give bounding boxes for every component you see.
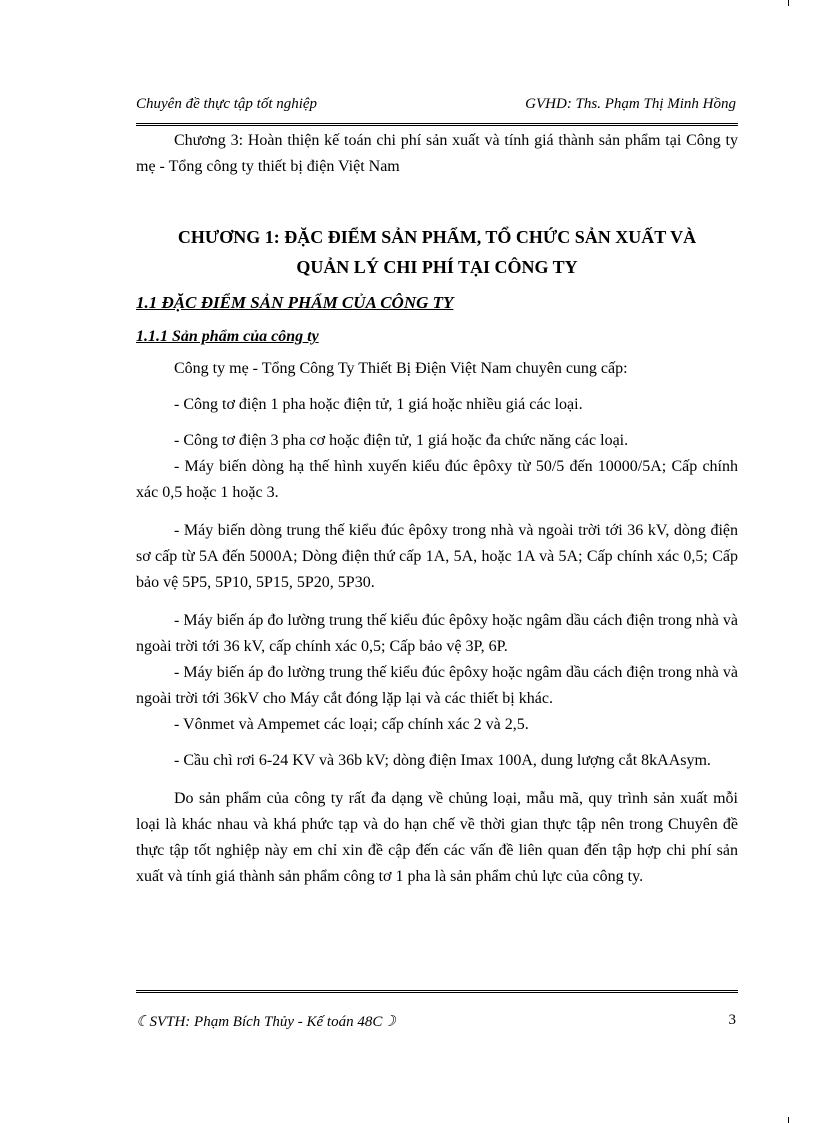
header-divider (136, 123, 738, 126)
page-body (136, 128, 738, 890)
corner-mark-bottom (788, 1117, 789, 1123)
corner-mark-top (788, 0, 789, 6)
list-item-fuse: - Cầu chì rơi 6-24 KV và 36b kV; dòng điện Imax 100A, dung lượng cắt 8kAAsym. (174, 752, 711, 769)
footer-author: ☾SVTH: Phạm Bích Thủy - Kế toán 48C☽ (136, 1014, 396, 1030)
list-item-vt-2: - Máy biến áp đo lường trung thế kiểu đúc êpôxy hoặc ngâm dầu cách điện trong nhà và ngoài trời tới 36kV cho Máy cắt đóng lặp lại và các thiết bị khác. (136, 664, 738, 707)
list-item-meter-1phase: - Công tơ điện 1 pha hoặc điện tử, 1 giá hoặc nhiều giá các loại. (174, 396, 583, 413)
header-supervisor: GVHD: Ths. Phạm Thị Minh Hồng (525, 96, 736, 112)
chapter-title (136, 222, 738, 282)
page-number: 3 (728, 1012, 736, 1028)
subsection-heading: 1.1.1 Sản phẩm của công ty (136, 328, 319, 345)
intro-paragraph: Chương 3: Hoàn thiện kế toán chi phí sản xuất và tính giá thành sản phẩm tại Công ty mẹ - Tổng công ty thiết bị điện Việt Nam (136, 132, 738, 175)
list-item-ct-medium-voltage: - Máy biến dòng trung thế kiểu đúc êpôxy trong nhà và ngoài trời tới 36 kV, dòng điện sơ cấp từ 5A đến 5000A; Dòng điện thứ cấp 1A, 5A, hoặc 1A và 5A; Cấp chính xác 0,5; Cấp bảo vệ 5P5, 5P10, 5P15, 5P20, 5P30. (136, 522, 738, 591)
chapter-title-line-2: QUẢN LÝ CHI PHÍ TẠI CÔNG TY (296, 257, 578, 277)
section-heading: 1.1 ĐẶC ĐIỂM SẢN PHẨM CỦA CÔNG TY (136, 293, 454, 312)
list-item-ct-low-voltage: - Máy biến dòng hạ thế hình xuyến kiểu đúc êpôxy từ 50/5 đến 10000/5A; Cấp chính xác 0,5 hoặc 1 hoặc 3. (136, 458, 738, 501)
list-item-meters: - Vônmet và Ampemet các loại; cấp chính xác 2 và 2,5. (174, 716, 529, 733)
chapter-title-line-1: CHƯƠNG 1: ĐẶC ĐIỂM SẢN PHẨM, TỔ CHỨC SẢN XUẤT VÀ (177, 227, 697, 247)
list-item-vt-1: - Máy biến áp đo lường trung thế kiểu đúc êpôxy hoặc ngâm dầu cách điện trong nhà và ngoài trời tới 36 kV, cấp chính xác 0,5; Cấp bảo vệ 3P, 6P. (136, 612, 738, 655)
list-item-meter-3phase: - Công tơ điện 3 pha cơ hoặc điện tử, 1 giá hoặc đa chức năng các loại. (174, 432, 629, 449)
footer-divider (136, 990, 738, 993)
paragraph-scope: Do sản phẩm của công ty rất đa dạng về chủng loại, mẫu mã, quy trình sản xuất mỗi loại là khác nhau và khá phức tạp và do hạn chế về thời gian thực tập nên trong Chuyên đề thực tập tốt nghiệp này em chỉ xin đề cập đến các vấn đề liên quan đến tập hợp chi phí sản xuất và tính giá thành sản phẩm công tơ 1 pha là sản phẩm chủ lực của công ty. (136, 790, 738, 885)
paragraph-intro-products: Công ty mẹ - Tổng Công Ty Thiết Bị Điện Việt Nam chuyên cung cấp: (174, 360, 628, 377)
header-course-title: Chuyên đề thực tập tốt nghiệp (136, 96, 318, 112)
